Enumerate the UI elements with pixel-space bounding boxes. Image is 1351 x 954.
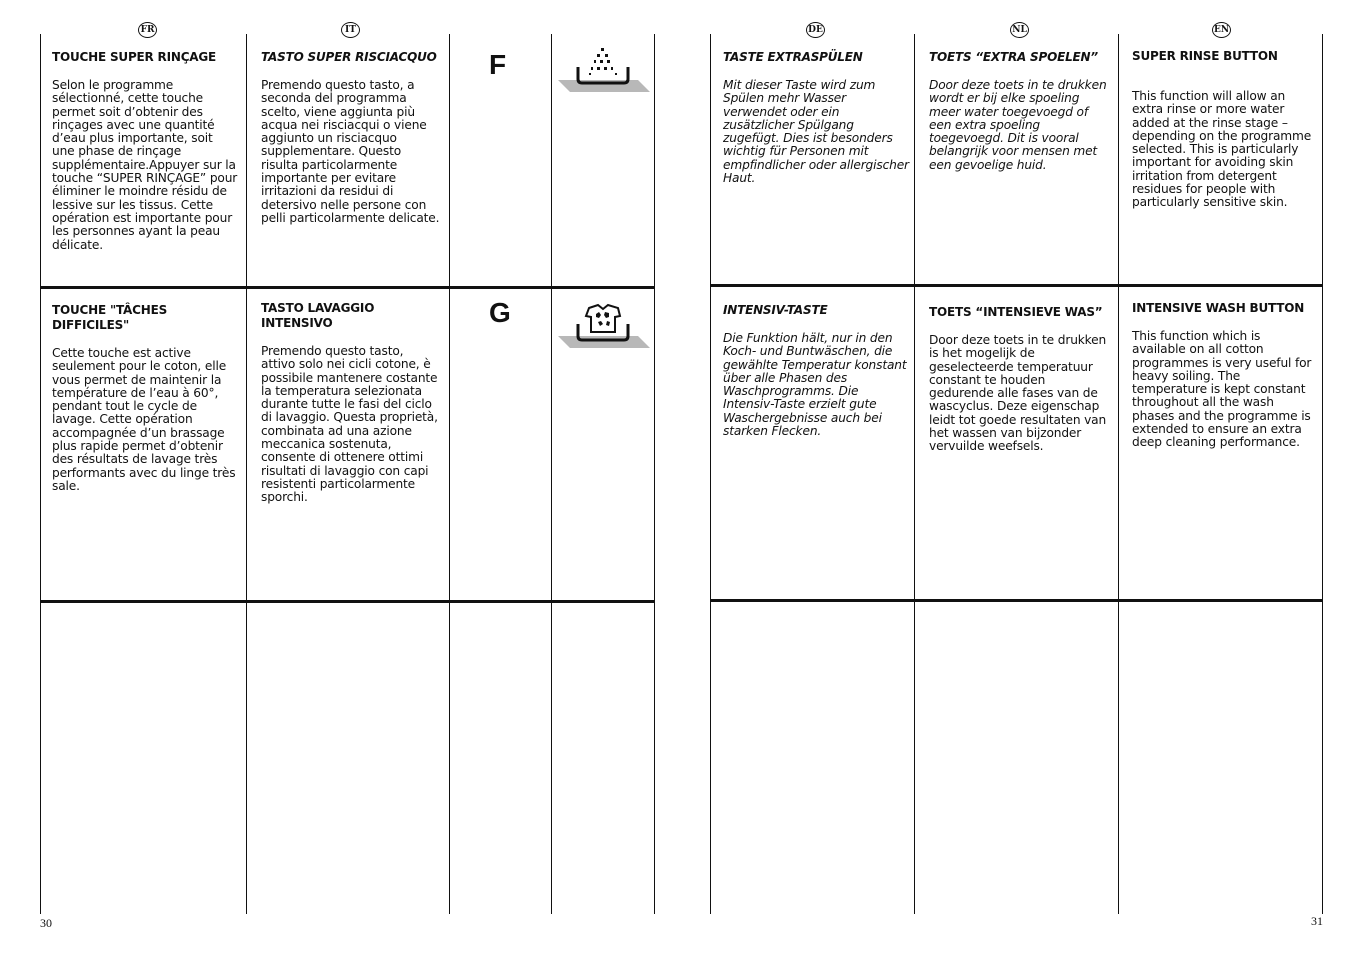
fr-intensive-wash-cell [52,303,238,493]
section-text: This function which is available on all cotton programmes is very useful for heavy soiling. The temperature is kept constant throughout all the wash phases and the programme is extended to ensure an extra deep cleaning performance. [1132,329,1312,450]
it-super-rinse-cell [261,50,441,225]
section-title: TOETS “EXTRA SPOELEN” [929,50,1098,64]
column-rule [246,34,247,914]
section-title: INTENSIVE WASH BUTTON [1132,301,1305,315]
super-rinse-icon [558,44,652,100]
section-title: SUPER RINSE BUTTON [1132,49,1278,63]
de-super-rinse-cell [723,50,909,185]
section-text: Mit dieser Taste wird zum Spülen mehr Wasser verwendet oder ein zusätzlicher Spülgang zugefügt. Dies ist besonders wichtig für Personen mit empfindlicher oder allergischer Haut. [723,78,909,186]
section-text: Door deze toets in te drukken is het mogelijk de geselecteerde temperatuur constant te houden gedurende alle fases van de wascyclus. Deze eigenschap leidt tot goede resultaten van het wassen van bijzonder vervuilde weefsels. [929,333,1107,454]
section-text: Premendo questo tasto, a seconda del programma scelto, viene aggiunta più acqua nei risciacqui o viene aggiunto un risciacquo supplementare. Questo risulta particolarmente importante per evitare irritazioni da residui di detersivo nelle persone con pelli particolarmente delicate. [261,78,440,225]
section-text: Cette touche est active seulement pour le coton, elle vous permet de maintenir la température de l’eau à 60°, pendant tout le cycle de lavage. Cette opération accompagnée d’un brassage plus rapide permet d’obtenir des résultats de lavage très performants avec du linge très sale. [52,346,236,493]
column-rule [1322,34,1323,914]
section-text: Premendo questo tasto, attivo solo nei cicli cotone, è possibile mantenere costante la temperatura selezionata durante tutte le fasi del ciclo di lavaggio. Questa proprietà, combinata ad una azione meccanica sostenuta, consente di ottenere ottimi risultati di lavaggio con capi resistenti particolarmente sporchi. [261,344,438,505]
lang-badge-en: EN [1212,22,1231,38]
page-number: 31 [1311,914,1323,928]
lang-badge-fr: FR [138,22,157,38]
row-divider [710,599,1323,602]
section-title: TASTO LAVAGGIO INTENSIVO [261,301,375,330]
en-super-rinse-cell [1132,49,1314,210]
column-rule [40,34,41,914]
row-divider [40,286,655,289]
column-rule [1118,34,1119,914]
section-title: TOUCHE "TÂCHES DIFFICILES" [52,303,168,332]
column-rule [654,34,655,914]
lang-badge-de: DE [806,22,825,38]
column-rule [914,34,915,914]
section-text: Die Funktion hält, nur in den Koch- und Buntwäschen, die gewählte Temperatur konstant über alle Phasen des Waschprogramms. Die Intensiv-Taste erzielt gute Waschergebnisse auch bei starken Flecken. [723,331,907,439]
page-number: 30 [40,916,52,930]
intensive-wash-icon [558,302,652,358]
it-intensive-wash-cell [261,301,441,505]
button-letter-g: G [489,297,511,328]
section-title: TOETS “INTENSIEVE WAS” [929,305,1103,319]
section-title: INTENSIV-TASTE [723,303,828,317]
nl-super-rinse-cell [929,50,1111,172]
en-intensive-wash-cell [1132,301,1314,450]
de-intensive-wash-cell [723,303,909,438]
fr-super-rinse-cell [52,50,238,252]
lang-badge-it: IT [341,22,360,38]
column-rule [449,34,450,914]
section-text: Selon le programme sélectionné, cette touche permet soit d’obtenir des rinçages avec une quantité d’eau plus importante, soit une phase de rinçage supplémentaire.Appuyer sur la touche “SUPER RINÇAGE” pour éliminer le moindre résidu de lessive sur les tissus. Cette opération est importante pour les personnes ayant la peau délicate. [52,78,238,252]
lang-badge-nl: NL [1010,22,1029,38]
column-rule [710,34,711,914]
section-text: Door deze toets in te drukken wordt er bij elke spoeling meer water toegevoegd of een extra spoeling toegevoegd. Dit is vooral belangrijk voor mensen met een gevoelige huid. [929,78,1107,172]
section-title: TOUCHE SUPER RINÇAGE [52,50,217,64]
nl-intensive-wash-cell [929,305,1111,454]
row-divider [40,600,655,603]
section-title: TASTO SUPER RISCIACQUO [261,50,437,64]
section-title: TASTE EXTRASPÜLEN [723,50,863,64]
button-letter-f: F [489,49,507,80]
section-text: This function will allow an extra rinse or more water added at the rinse stage – depending on the programme selected. This is particularly important for avoiding skin irritation from detergent residues for people with particularly sensitive skin. [1132,89,1312,210]
column-rule [551,34,552,914]
row-divider [710,284,1323,287]
